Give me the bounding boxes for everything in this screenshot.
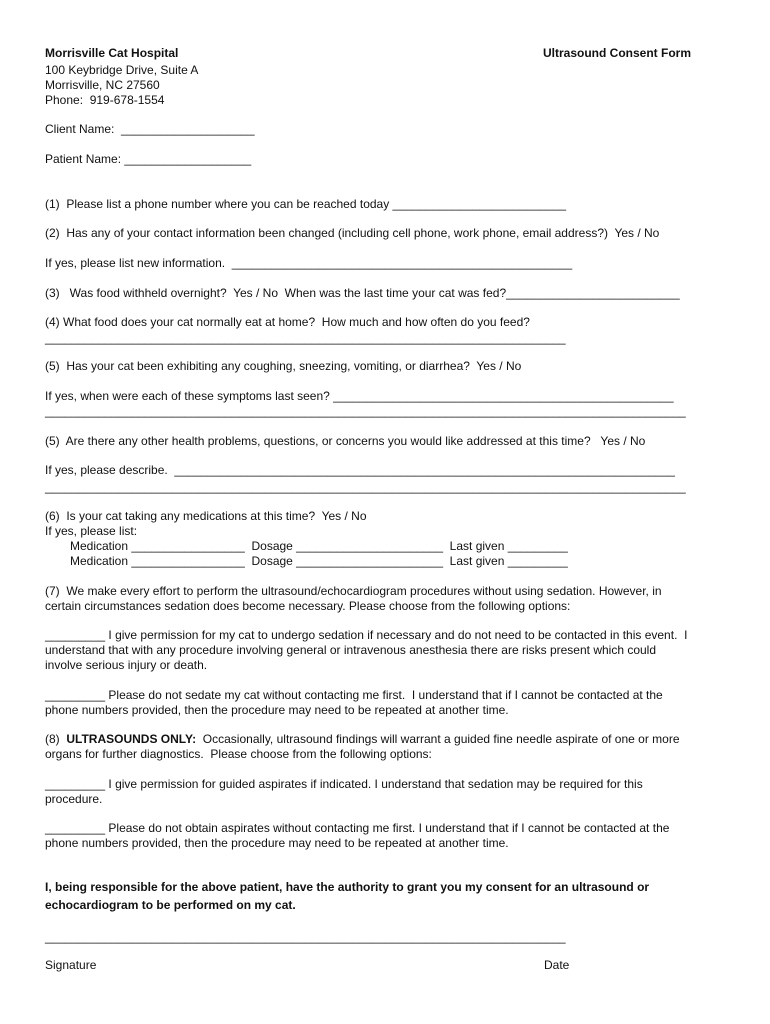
- medication-row-1[interactable]: Medication _________________ Dosage ______________________ Last given _________: [70, 539, 568, 553]
- address-line2: Morrisville, NC 27560: [45, 78, 160, 92]
- question-8-line1: [45, 732, 680, 747]
- q7-option1-line3: involve serious injury or death.: [45, 658, 208, 672]
- medication-row-2[interactable]: Medication _________________ Dosage ______________________ Last given _________: [70, 554, 568, 568]
- consent-statement-line2: echocardiogram to be performed on my cat.: [45, 898, 296, 912]
- q8-option2-line2: phone numbers provided, then the procedure may need to be repeated at another time.: [45, 836, 509, 850]
- question-5-followup[interactable]: If yes, when were each of these symptoms last seen? ___________________________________________________: [45, 389, 674, 403]
- q8-rest: Occasionally, ultrasound findings will warrant a guided fine needle aspirate of one or more: [196, 732, 680, 746]
- question-7-line2: certain circumstances sedation does become necessary. Please choose from the following options:: [45, 599, 571, 613]
- question-7-line1: (7) We make every effort to perform the ultrasound/echocardiogram procedures without using sedation. However, in: [45, 584, 662, 598]
- signature-label: Signature: [45, 958, 97, 972]
- question-5[interactable]: (5) Has your cat been exhibiting any coughing, sneezing, vomiting, or diarrhea? Yes / No: [45, 359, 522, 373]
- question-1[interactable]: (1) Please list a phone number where you can be reached today __________________________: [45, 197, 567, 211]
- q8-option1-line2: procedure.: [45, 792, 103, 806]
- question-4-answer-line[interactable]: ______________________________________________________________________________: [45, 331, 566, 345]
- q8-ultrasounds-only: ULTRASOUNDS ONLY:: [66, 732, 197, 746]
- signature-line[interactable]: ______________________________________________________________________________: [45, 930, 566, 944]
- client-name-field[interactable]: Client Name: ____________________: [45, 122, 255, 136]
- form-title: Ultrasound Consent Form: [543, 46, 692, 60]
- question-5b[interactable]: (5) Are there any other health problems, questions, or concerns you would like addressed at this time? Yes / No: [45, 434, 646, 448]
- q8-option2-line1[interactable]: _________ Please do not obtain aspirates without contacting me first. I understand that if I cannot be contacted at the: [45, 821, 670, 835]
- consent-statement-line1: I, being responsible for the above patient, have the authority to grant you my consent for an ultrasound or: [45, 880, 650, 894]
- date-label: Date: [544, 958, 570, 972]
- q7-option1-line1[interactable]: _________ I give permission for my cat to undergo sedation if necessary and do not need to be contacted in this event. I: [45, 628, 688, 642]
- question-5-answer-line[interactable]: ________________________________________________________________________________________________: [45, 404, 686, 418]
- hospital-name: Morrisville Cat Hospital: [45, 46, 179, 60]
- question-8-line2: organs for further diagnostics. Please choose from the following options:: [45, 747, 432, 761]
- question-2-followup[interactable]: If yes, please list new information. ___________________________________________________: [45, 256, 573, 270]
- q7-option1-line2: understand that with any procedure involving general or intravenous anesthesia there are risks present which could: [45, 643, 657, 657]
- phone-line: Phone: 919-678-1554: [45, 93, 165, 107]
- question-6[interactable]: (6) Is your cat taking any medications at this time? Yes / No: [45, 509, 367, 523]
- q7-option2-line1[interactable]: _________ Please do not sedate my cat without contacting me first. I understand that if I cannot be contacted at the: [45, 688, 663, 702]
- question-5b-answer-line[interactable]: ________________________________________________________________________________________________: [45, 480, 686, 494]
- patient-name-field[interactable]: Patient Name: ___________________: [45, 152, 252, 166]
- question-2[interactable]: (2) Has any of your contact information been changed (including cell phone, work phone, email address?) Yes / No: [45, 226, 660, 240]
- question-5b-followup[interactable]: If yes, please describe. ___________________________________________________________________________: [45, 463, 675, 477]
- address-line1: 100 Keybridge Drive, Suite A: [45, 63, 199, 77]
- q8-option1-line1[interactable]: _________ I give permission for guided aspirates if indicated. I understand that sedation may be required for this: [45, 777, 643, 791]
- q7-option2-line2: phone numbers provided, then the procedure may need to be repeated at another time.: [45, 703, 509, 717]
- q8-prefix: (8): [45, 732, 67, 746]
- question-3[interactable]: (3) Was food withheld overnight? Yes / No When was the last time your cat was fed?__________________________: [45, 286, 680, 300]
- question-4: (4) What food does your cat normally eat at home? How much and how often do you feed?: [45, 315, 530, 329]
- question-6-list-label: If yes, please list:: [45, 524, 138, 538]
